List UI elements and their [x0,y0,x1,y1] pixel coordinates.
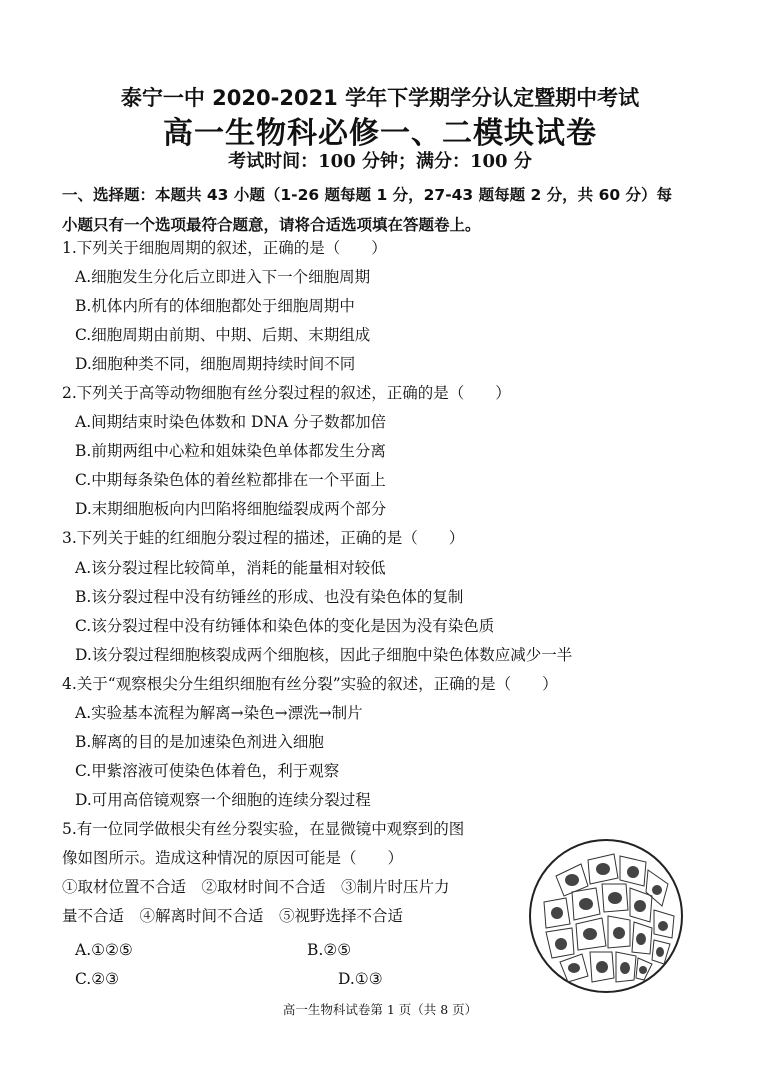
question-5-option-b: B.②⑤ [307,941,352,959]
question-3-stem: 3.下列关于蛙的红细胞分裂过程的描述，正确的是（ ） [62,529,465,547]
question-1-option-c: C.细胞周期由前期、中期、后期、末期组成 [75,326,371,344]
page-footer: 高一生物科试卷第 1 页（共 8 页） [282,1002,478,1017]
question-4-option-c: C.甲紫溶液可使染色体着色，利于观察 [75,762,340,780]
section-heading-line2: 小题只有一个选项最符合题意，请将合适选项填在答题卷上。 [62,216,481,234]
exam-title-line2: 高一生物科必修一、二模块试卷 [163,116,597,151]
question-5-stem-line1: 5.有一位同学做根尖有丝分裂实验，在显微镜中观察到的图 [62,820,465,838]
question-4-option-d: D.可用高倍镜观察一个细胞的连续分裂过程 [75,791,371,809]
question-4-option-b: B.解离的目的是加速染色剂进入细胞 [75,733,324,751]
question-5-option-a: A.①②⑤ [75,941,133,959]
question-1-option-b: B.机体内所有的体细胞都处于细胞周期中 [75,297,355,315]
question-5-reasons-line1: ①取材位置不合适 ②取材时间不合适 ③制片时压片力 [62,878,450,896]
question-2-option-c: C.中期每条染色体的着丝粒都排在一个平面上 [75,471,386,489]
question-3-option-a: A.该分裂过程比较简单，消耗的能量相对较低 [75,559,386,577]
question-2-option-a: A.间期结束时染色体数和 DNA 分子数都加倍 [75,413,387,431]
question-3-option-d: D.该分裂过程细胞核裂成两个细胞核，因此子细胞中染色体数应减少一半 [75,646,573,664]
question-1-stem: 1.下列关于细胞周期的叙述，正确的是（ ） [62,239,387,257]
question-2-stem: 2.下列关于高等动物细胞有丝分裂过程的叙述，正确的是（ ） [62,384,511,402]
question-3-option-b: B.该分裂过程中没有纺锤丝的形成、也没有染色体的复制 [75,588,464,606]
question-4-option-a: A.实验基本流程为解离→染色→漂洗→制片 [75,704,363,722]
microscope-view-figure [526,836,686,996]
question-3-option-c: C.该分裂过程中没有纺锤体和染色体的变化是因为没有染色质 [75,617,495,635]
section-heading-line1: 一、选择题：本题共 43 小题（1-26 题每题 1 分，27-43 题每题 2 分，共 60 分）每 [62,186,673,204]
exam-info: 考试时间：100 分钟；满分：100 分 [228,151,532,172]
question-5-reasons-line2: 量不合适 ④解离时间不合适 ⑤视野选择不合适 [62,907,404,925]
question-5-stem-line2: 像如图所示。造成这种情况的原因可能是（ ） [62,849,404,867]
question-5-stem [62,815,522,931]
question-1-option-a: A.细胞发生分化后立即进入下一个细胞周期 [75,268,371,286]
question-5-option-d: D.①③ [338,970,383,988]
section-heading [62,180,712,240]
question-4-stem: 4.关于“观察根尖分生组织细胞有丝分裂”实验的叙述，正确的是（ ） [62,675,558,693]
question-2-option-d: D.末期细胞板向内凹陷将细胞缢裂成两个部分 [75,500,387,518]
question-5-option-c: C.②③ [75,970,120,988]
question-1-option-d: D.细胞种类不同，细胞周期持续时间不同 [75,355,356,373]
question-2-option-b: B.前期两组中心粒和姐妹染色单体都发生分离 [75,442,386,460]
exam-title-line1: 泰宁一中 2020-2021 学年下学期学分认定暨期中考试 [120,86,640,110]
